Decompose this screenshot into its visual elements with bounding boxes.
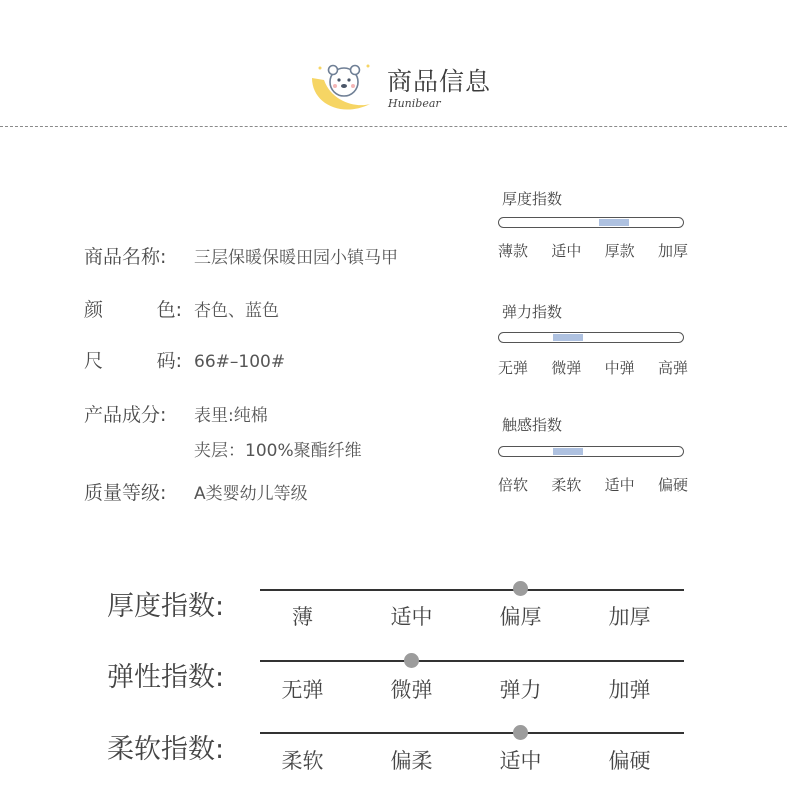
index-title: 触感指数 <box>502 416 563 434</box>
scale-line <box>260 660 684 662</box>
scale-line <box>260 589 684 591</box>
index-option: 倍软 <box>498 476 529 494</box>
product-name-row <box>84 242 398 269</box>
scale-title: 弹性指数: <box>107 662 225 693</box>
index-option: 厚款 <box>604 242 635 260</box>
header <box>0 48 787 118</box>
index-option: 偏硬 <box>657 476 688 494</box>
scale-option: 加厚 <box>608 605 651 629</box>
scale-title: 厚度指数: <box>107 591 225 622</box>
product-material-middle: 夹层：100%聚酯纤维 <box>194 441 362 461</box>
product-color-label-b: 色: <box>156 299 182 321</box>
index-option: 加厚 <box>657 242 688 260</box>
scale-option: 偏柔 <box>390 749 433 773</box>
scale-option: 适中 <box>390 605 433 629</box>
index-option: 无弹 <box>498 359 529 377</box>
product-material-outer: 表里:纯棉 <box>194 406 268 426</box>
index-track <box>498 446 684 457</box>
scale-option: 柔软 <box>281 749 324 773</box>
scale-option: 偏硬 <box>608 749 651 773</box>
scale-option: 薄 <box>292 605 313 629</box>
scale-marker <box>513 581 528 596</box>
index-option: 柔软 <box>551 476 582 494</box>
index-option: 微弹 <box>551 359 582 377</box>
index-title: 厚度指数 <box>502 190 563 208</box>
scale-option: 微弹 <box>390 678 433 702</box>
product-grade-row <box>84 478 308 505</box>
product-color-label-a: 颜 <box>84 299 104 321</box>
index-option: 高弹 <box>657 359 688 377</box>
scale-option: 无弹 <box>281 678 324 702</box>
dashed-divider <box>0 126 787 127</box>
product-material-row <box>84 400 268 427</box>
section-title: 商品信息 <box>387 67 492 96</box>
index-level-fill <box>599 219 629 226</box>
index-track <box>498 332 684 343</box>
scale-option: 偏厚 <box>499 605 542 629</box>
product-color-row <box>84 295 279 322</box>
product-size-row <box>84 346 285 373</box>
scale-option: 加弹 <box>608 678 651 702</box>
product-name-value: 三层保暖保暖田园小镇马甲 <box>194 248 398 268</box>
product-size-label-b: 码: <box>156 350 182 372</box>
index-option: 适中 <box>604 476 635 494</box>
scale-line <box>260 732 684 734</box>
scale-option: 弹力 <box>499 678 542 702</box>
index-level-fill <box>553 334 583 341</box>
index-track <box>498 217 684 228</box>
product-size-value: 66#–100# <box>194 352 286 372</box>
scale-marker <box>404 653 419 668</box>
index-option: 薄款 <box>498 242 529 260</box>
product-grade-label: 质量等级: <box>84 482 167 504</box>
product-material-label: 产品成分: <box>84 404 167 426</box>
scale-option: 适中 <box>499 749 542 773</box>
bear-moon-logo-icon <box>308 56 380 118</box>
brand-name: Hunibear <box>388 97 441 110</box>
product-material-row-2 <box>84 436 362 461</box>
scale-title: 柔软指数: <box>107 734 225 765</box>
index-level-fill <box>553 448 583 455</box>
product-grade-value: A类婴幼儿等级 <box>194 484 308 504</box>
product-color-value: 杏色、蓝色 <box>194 301 279 321</box>
scale-marker <box>513 725 528 740</box>
product-name-label: 商品名称: <box>84 246 167 268</box>
product-size-label-a: 尺 <box>84 350 104 372</box>
index-option: 中弹 <box>604 359 635 377</box>
index-option: 适中 <box>551 242 582 260</box>
index-title: 弹力指数 <box>502 303 563 321</box>
